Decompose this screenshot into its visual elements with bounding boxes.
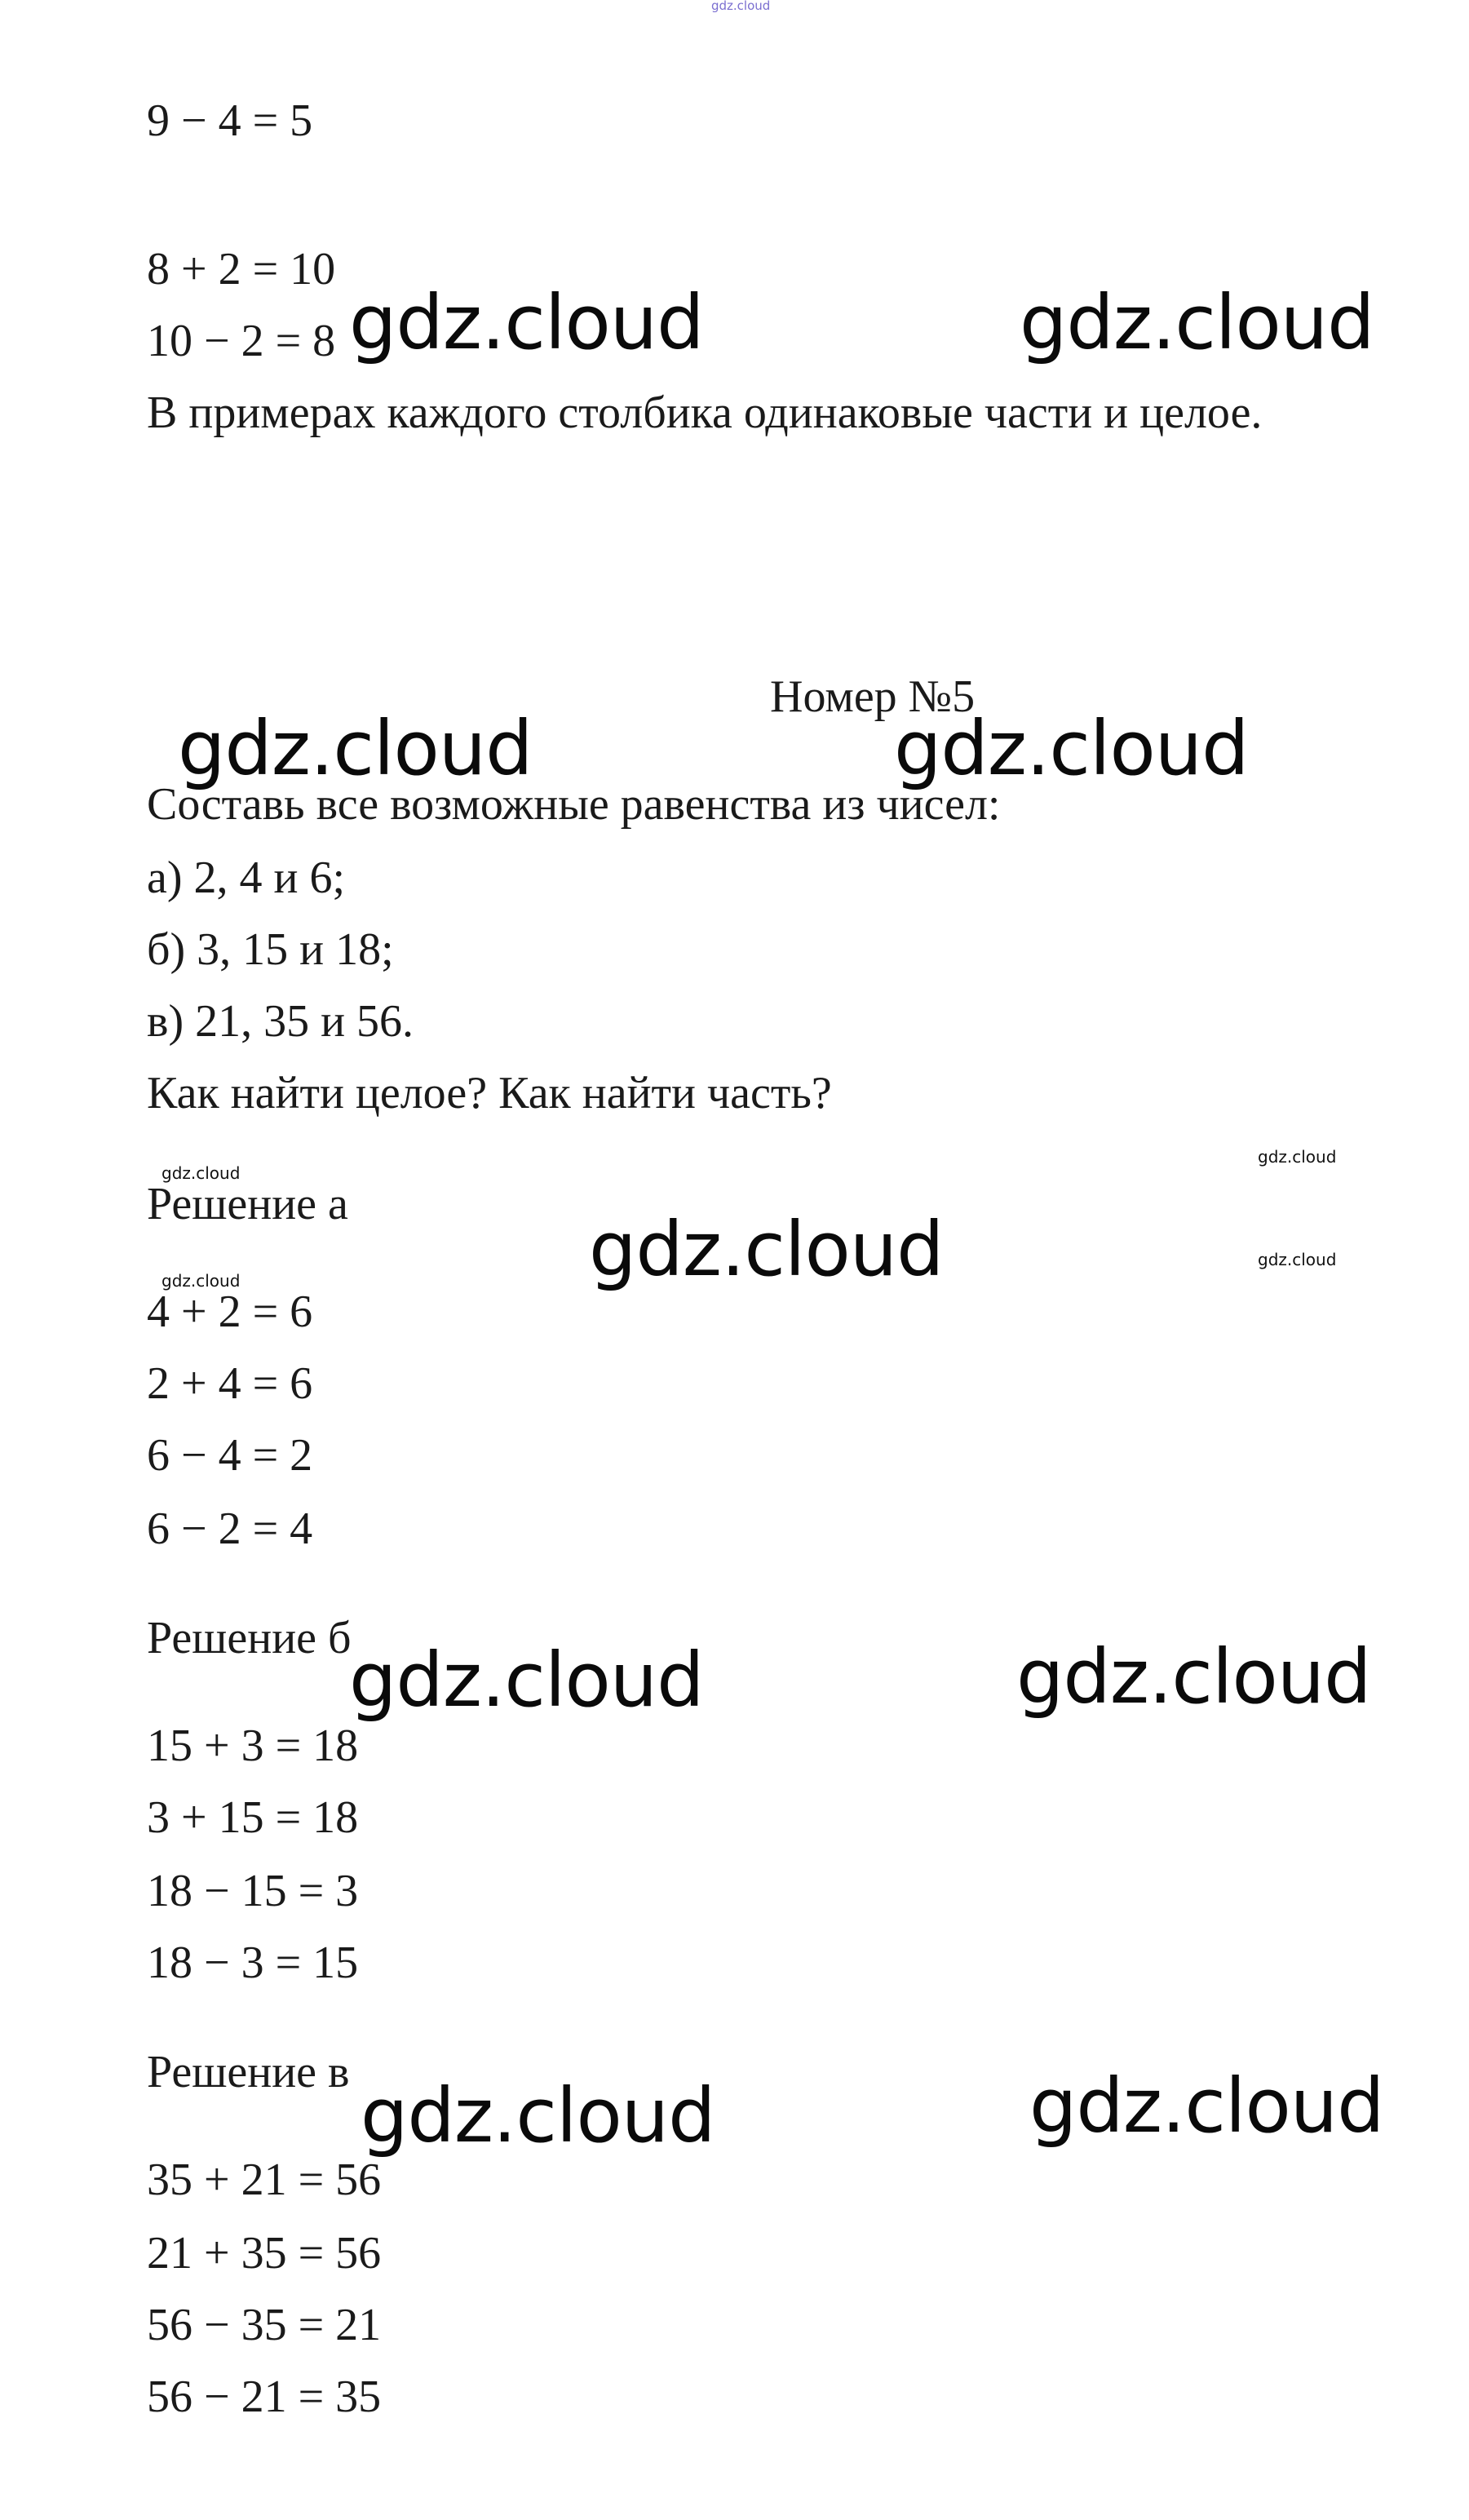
top-watermark: gdz.cloud	[711, 0, 771, 13]
watermark: gdz.cloud	[1016, 1633, 1371, 1721]
watermark: gdz.cloud	[361, 2072, 715, 2159]
watermark: gdz.cloud	[349, 1636, 704, 1724]
watermark: gdz.cloud	[1020, 279, 1374, 366]
equation-line: 15 + 3 = 18	[147, 1721, 359, 1771]
task-item: а) 2, 4 и 6;	[147, 853, 346, 903]
watermark-small: gdz.cloud	[1258, 1147, 1337, 1167]
watermark-small: gdz.cloud	[162, 1271, 241, 1291]
watermark-small: gdz.cloud	[162, 1163, 241, 1183]
equation-line: 2 + 4 = 6	[147, 1358, 313, 1409]
task-title: Номер №5	[770, 671, 976, 722]
equation-line: 6 − 4 = 2	[147, 1430, 313, 1481]
equation-line: 35 + 21 = 56	[147, 2155, 382, 2205]
solution-title: Решение а	[147, 1179, 348, 1229]
equation-line: 6 − 2 = 4	[147, 1504, 313, 1554]
equation-line: 56 − 35 = 21	[147, 2300, 382, 2350]
equation-line: 18 − 15 = 3	[147, 1866, 359, 1916]
equation-line: 10 − 2 = 8	[147, 316, 336, 366]
equation-line: 3 + 15 = 18	[147, 1792, 359, 1843]
task-item: в) 21, 35 и 56.	[147, 996, 414, 1047]
watermark: gdz.cloud	[1029, 2062, 1384, 2150]
watermark: gdz.cloud	[589, 1206, 944, 1293]
watermark: gdz.cloud	[349, 279, 704, 366]
watermark: gdz.cloud	[178, 705, 533, 792]
watermark: gdz.cloud	[894, 705, 1249, 792]
equation-line: 4 + 2 = 6	[147, 1287, 313, 1337]
task-prompt: Составь все возможные равенства из чисел:	[147, 779, 1001, 830]
equation-line: 9 − 4 = 5	[147, 95, 313, 146]
watermark-small: gdz.cloud	[1258, 1250, 1337, 1269]
task-item: б) 3, 15 и 18;	[147, 924, 394, 975]
task-question: Как найти целое? Как найти часть?	[147, 1068, 832, 1118]
conclusion-text: В примерах каждого столбика одинаковые части и целое.	[147, 388, 1263, 438]
equation-line: 8 + 2 = 10	[147, 244, 336, 295]
solution-title: Решение б	[147, 1613, 352, 1663]
equation-line: 18 − 3 = 15	[147, 1938, 359, 1988]
solution-title: Решение в	[147, 2047, 350, 2097]
equation-line: 56 − 21 = 35	[147, 2372, 382, 2422]
equation-line: 21 + 35 = 56	[147, 2228, 382, 2279]
